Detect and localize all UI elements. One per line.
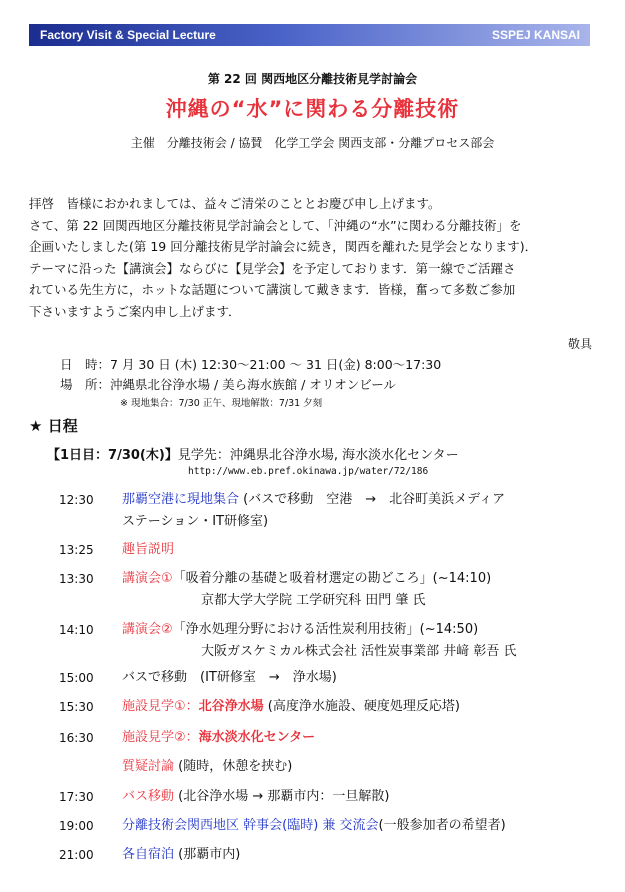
schedule-desc [122,727,602,749]
schedule-time: 12:30 [59,493,94,507]
event-subtitle: 第 22 回 関西地区分離技術見学討論会 [207,72,418,86]
schedule-heading [29,415,78,436]
body-line: さて、第 22 回関西地区分離技術見学討論会として、「沖縄の“水”に関わる分離技術」を [29,217,522,233]
schedule-red-text: 趣旨説明 [122,542,175,557]
schedule-time: 19:00 [59,819,94,833]
body-line: れている先生方に，ホットな話題について講演して戴きます．皆様，奮って多数ご参加 [29,282,516,297]
place-label: 場 所： [60,377,111,392]
organizer-line: 主催 分離技術会 / 協賛 化学工学会 関西支部・分離プロセス部会 [130,136,495,150]
banner-left-text: Factory Visit & Special Lecture [40,28,216,42]
schedule-red-text: 講演会① [122,571,173,586]
schedule-desc [122,815,602,837]
day1-destination: 見学先：沖縄県北谷浄水場, 海水淡水化センター [177,448,459,463]
header-banner [29,24,590,46]
schedule-line2: 大阪ガスケミカル株式会社 活性炭事業部 井﨑 彰吾 氏 [201,644,517,659]
date-label: 日 時： [60,357,111,372]
schedule-red-text: バス移動 [122,789,175,804]
schedule-time: 13:30 [59,572,94,586]
schedule-time: 15:30 [59,700,94,714]
schedule-red-text: 講演会② [122,622,173,637]
schedule-rest-text: バスで移動 (IT研修室 → 浄水場) [122,670,337,685]
schedule-rest-text: (バスで移動 空港 → 北谷町美浜メディア [239,492,506,507]
place-info [60,375,396,393]
schedule-desc [122,696,602,718]
place-value: 沖縄県北谷浄水場 / 美ら海水族館 / オリオンビール [110,377,396,392]
body-line: テーマに沿った【講演会】ならびに【見学会】を予定しております．第一線でご活躍さ [29,260,516,276]
schedule-rest-text: (一般参加者の希望者) [378,818,506,833]
banner-right-text: SSPEJ KANSAI [491,28,580,42]
schedule-desc [122,844,602,866]
schedule-rest-text: 「浄水処理分野における活性炭利用技術」(~14:50) [172,622,479,637]
schedule-red-bold-text: 海水淡水化センター [198,730,316,745]
day1-url[interactable]: http://www.eb.pref.okinawa.jp/water/72/186 [188,466,429,477]
schedule-red-text: 施設見学②： [122,730,199,745]
date-info [60,355,441,373]
date-value: 7 月 30 日 (木) 12:30～21:00 ～ 31 日(金) 8:00～17:30 [110,357,442,372]
body-line: 下さいますようご案内申し上げます． [29,303,241,319]
schedule-line2: 京都大学大学院 工学研究科 田門 肇 氏 [201,593,426,608]
schedule-red-text: 質疑討論 [122,759,175,774]
closing-word: 敬具 [567,337,592,351]
schedule-blue-text: 各自宿泊 [122,847,175,862]
schedule-rest-text: 「吸着分離の基礎と吸着材選定の勘どころ」(~14:10) [172,571,492,586]
schedule-heading-label: 日程 [47,417,78,435]
schedule-time: 13:25 [59,543,94,557]
schedule-desc [122,756,602,778]
schedule-desc [122,619,602,663]
schedule-red-text: 施設見学①： [122,699,199,714]
schedule-time: 14:10 [59,623,94,637]
schedule-blue-text: 那覇空港に現地集合 [122,492,240,507]
invitation-body [29,193,599,322]
schedule-red-bold-text: 北谷浄水場 [198,699,264,714]
schedule-rest-text: (那覇市内) [174,847,241,862]
event-title: 沖縄の“水”に関わる分離技術 [165,97,460,121]
schedule-rest-text: (随時，休憩を挟む) [174,759,293,774]
day1-date: 【1日目：7/30(木)】 [47,448,178,463]
schedule-time: 15:00 [59,671,94,685]
star-icon: ★ [29,417,43,435]
day1-heading [47,444,459,463]
schedule-time: 17:30 [59,790,94,804]
meeting-note: ※ 現地集合：7/30 正午、現地解散：7/31 夕刻 [120,398,323,409]
schedule-line2: ステーション・IT研修室) [122,514,269,529]
schedule-desc [122,786,602,808]
schedule-desc [122,489,602,533]
body-line: 企画いたしました(第 19 回分離技術見学討論会に続き，関西を離れた見学会となります)． [29,239,538,254]
body-line: 拝啓 皆様におかれましては、益々ご清栄のこととお慶び申し上げます。 [29,196,441,211]
schedule-blue-text: 分離技術会関西地区 幹事会(臨時) 兼 交流会 [122,818,379,833]
schedule-time: 16:30 [59,731,94,745]
schedule-time: 21:00 [59,848,94,862]
schedule-rest-text: (高度浄水施設、硬度処理反応塔) [263,699,460,714]
schedule-desc [122,568,602,612]
schedule-rest-text: (北谷浄水場 → 那覇市内：一旦解散) [174,789,390,804]
schedule-desc [122,539,602,561]
